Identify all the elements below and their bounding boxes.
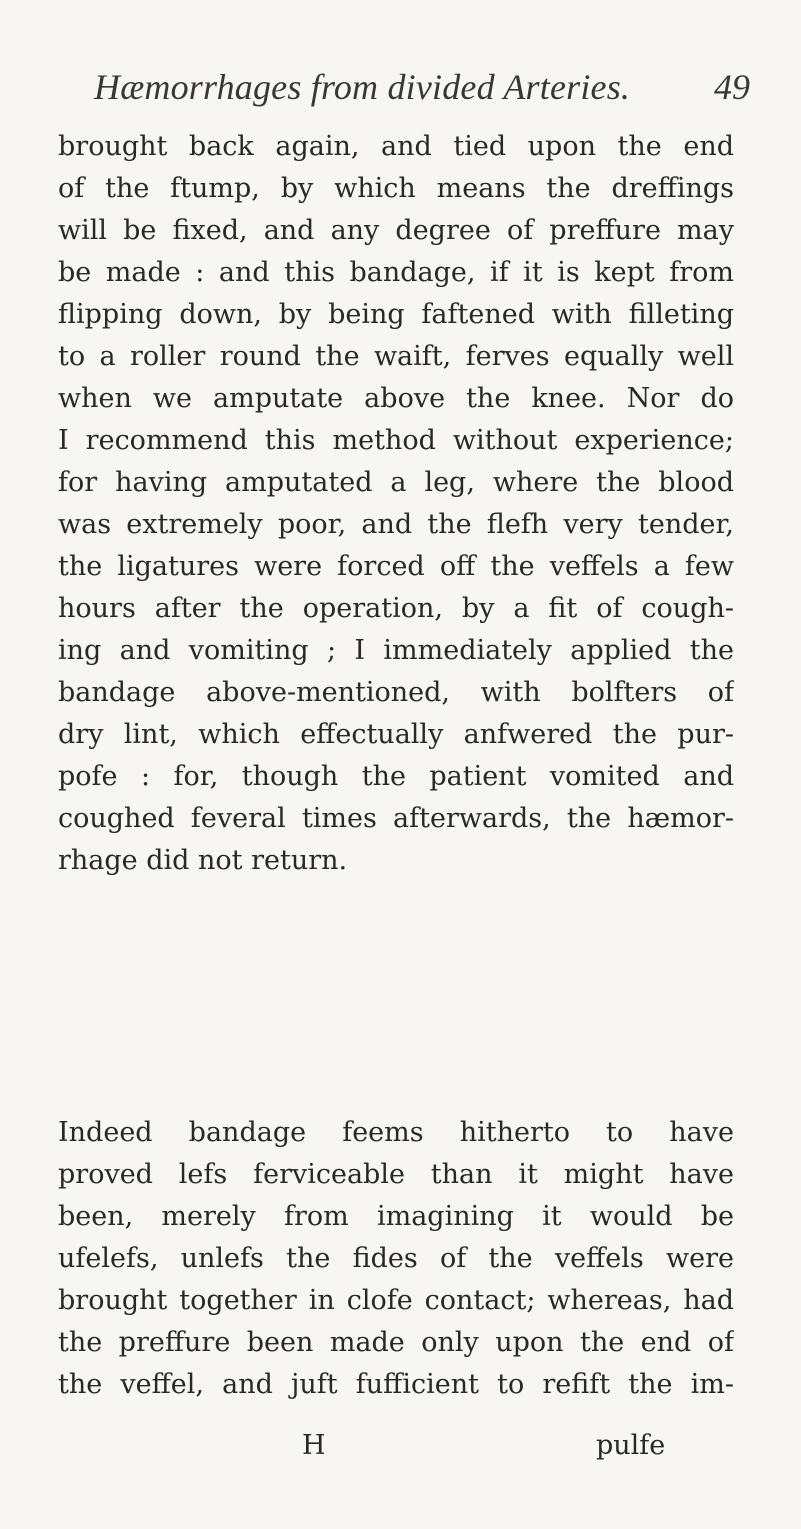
page-number: 49 xyxy=(714,67,750,107)
text-line: I recommend this method without experience; xyxy=(58,425,734,456)
text-line: to a roller round the waift, ferves equally well xyxy=(58,341,734,372)
text-line: ing and vomiting ; I immediately applied the xyxy=(58,635,734,666)
text-line: Indeed bandage feems hitherto to have xyxy=(58,1117,734,1148)
text-line: proved lefs ferviceable than it might have xyxy=(58,1159,734,1190)
running-head xyxy=(0,66,801,110)
text-line: been, merely from imagining it would be xyxy=(58,1201,734,1232)
text-line: brought back again, and tied upon the end xyxy=(58,131,734,162)
paragraph-2 xyxy=(58,1112,734,1406)
text-line: the ligatures were forced off the veffels a few xyxy=(58,551,734,582)
page-footer xyxy=(0,1425,801,1467)
text-line: dry lint, which effectually anfwered the pur- xyxy=(58,719,734,750)
text-line: pofe : for, though the patient vomited and xyxy=(58,761,734,792)
text-line: bandage above-mentioned, with bolfters of xyxy=(58,677,734,708)
catchword: pulfe xyxy=(596,1430,666,1461)
text-line: the preffure been made only upon the end of xyxy=(58,1327,734,1358)
text-line: ufelefs, unlefs the fides of the veffels were xyxy=(58,1243,734,1274)
text-line: when we amputate above the knee. Nor do xyxy=(58,383,734,414)
text-line: coughed feveral times afterwards, the hæmor- xyxy=(58,803,734,834)
text-line: the veffel, and juft fufficient to refift the im- xyxy=(58,1369,734,1400)
text-line: rhage did not return. xyxy=(58,845,348,876)
text-line: flipping down, by being faftened with filleting xyxy=(58,299,734,330)
text-line: was extremely poor, and the flefh very tender, xyxy=(58,509,734,540)
signature-mark: H xyxy=(302,1430,326,1461)
text-line: be made : and this bandage, if it is kept from xyxy=(58,257,734,288)
running-title: Hæmorrhages from divided Arteries. xyxy=(94,67,631,107)
text-line: hours after the operation, by a fit of cough- xyxy=(58,593,734,624)
text-line: of the ftump, by which means the dreffings xyxy=(58,173,734,204)
text-line: for having amputated a leg, where the blood xyxy=(58,467,734,498)
text-line: will be fixed, and any degree of preffure may xyxy=(58,215,734,246)
text-line: brought together in clofe contact; whereas, had xyxy=(58,1285,734,1316)
paragraph-1 xyxy=(58,126,734,882)
